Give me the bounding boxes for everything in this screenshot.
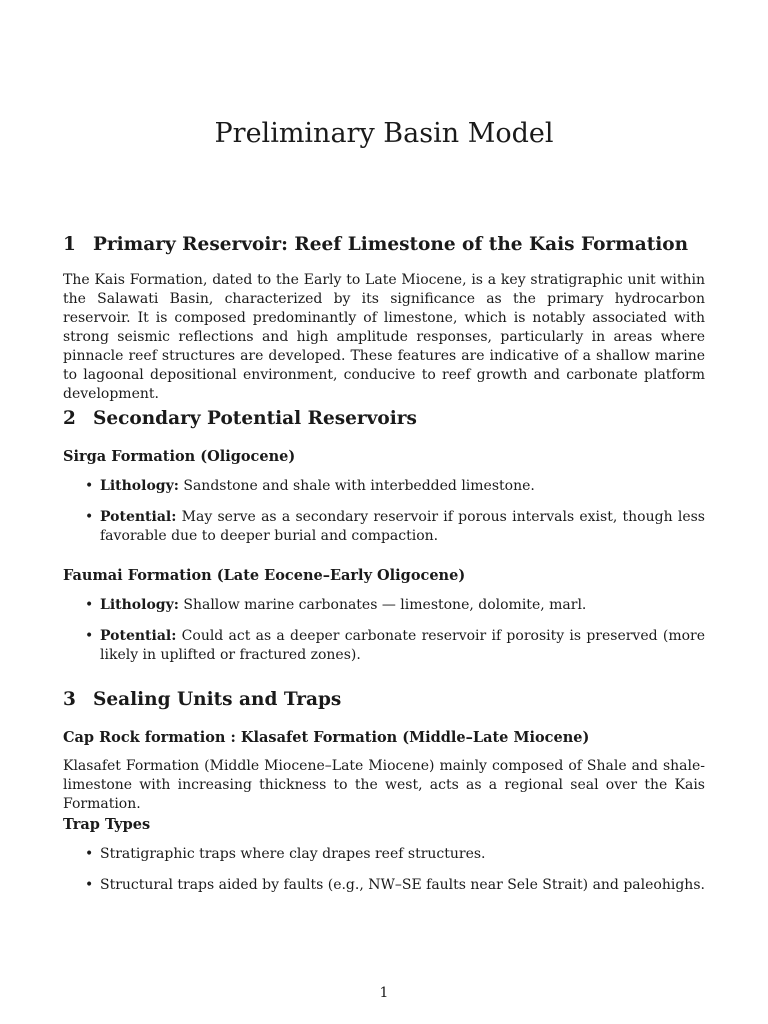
item-label: Potential: [100, 509, 177, 525]
section-number: 3 [63, 689, 76, 710]
section-2-heading [63, 406, 417, 432]
section-1-heading [63, 232, 688, 258]
item-text: Stratigraphic traps where clay drapes reef structures. [100, 846, 486, 862]
list-item [63, 508, 705, 546]
subsection-heading-trap-types: Trap Types [63, 816, 151, 833]
trap-types-list [63, 845, 705, 895]
bullet-icon: • [85, 877, 94, 893]
sirga-list [63, 477, 705, 546]
section-title: Primary Reservoir: Reef Limestone of the Kais Formation [93, 234, 689, 255]
document-title: Preliminary Basin Model [214, 118, 554, 149]
section-title: Secondary Potential Reservoirs [93, 408, 417, 429]
section-3-heading [63, 687, 341, 713]
list-item [63, 845, 705, 864]
item-label: Potential: [100, 628, 177, 644]
bullet-icon: • [85, 478, 94, 494]
section-number: 1 [63, 234, 76, 255]
bullet-icon: • [85, 597, 94, 613]
subsection-heading-sirga: Sirga Formation (Oligocene) [63, 448, 296, 465]
item-label: Lithology: [100, 597, 179, 613]
subsection-heading-cap-rock: Cap Rock formation : Klasafet Formation (Middle–Late Miocene) [63, 729, 590, 746]
section-number: 2 [63, 408, 76, 429]
list-item [63, 876, 705, 895]
list-item [63, 627, 705, 665]
faumai-list [63, 596, 705, 665]
bullet-icon: • [85, 509, 94, 525]
item-text: Could act as a deeper carbonate reservoir if porosity is preserved (more likely in uplifted or fractured zones). [100, 628, 706, 663]
subsection-heading-faumai: Faumai Formation (Late Eocene–Early Oligocene) [63, 567, 466, 584]
bullet-icon: • [85, 846, 94, 862]
list-item [63, 477, 705, 496]
bullet-icon: • [85, 628, 94, 644]
item-label: Lithology: [100, 478, 179, 494]
item-text: May serve as a secondary reservoir if porous intervals exist, though less favorable due to deeper burial and compaction. [100, 509, 705, 544]
section-title: Sealing Units and Traps [93, 689, 342, 710]
item-text: Structural traps aided by faults (e.g., NW–SE faults near Sele Strait) and paleohighs. [100, 877, 705, 893]
item-text: Sandstone and shale with interbedded limestone. [183, 478, 535, 494]
item-text: Shallow marine carbonates — limestone, dolomite, marl. [183, 597, 587, 613]
list-item [63, 596, 705, 615]
section-1-paragraph: The Kais Formation, dated to the Early to Late Miocene, is a key stratigraphic unit within the Salawati Basin, characterized by its significance as the primary hydrocarbon reservoir. It is composed predominantly of limestone, which is notably associated with strong seismic reflections and high amplitude responses, particularly in areas where pinnacle reef structures are developed. These features are indicative of a shallow marine to lagoonal depositional environment, conducive to reef growth and carbonate platform development. [63, 272, 705, 402]
cap-rock-paragraph: Klasafet Formation (Middle Miocene–Late Miocene) mainly composed of Shale and shale-limestone with increasing thickness to the west, acts as a regional seal over the Kais Formation. [63, 758, 705, 812]
page-number: 1 [379, 985, 389, 1001]
